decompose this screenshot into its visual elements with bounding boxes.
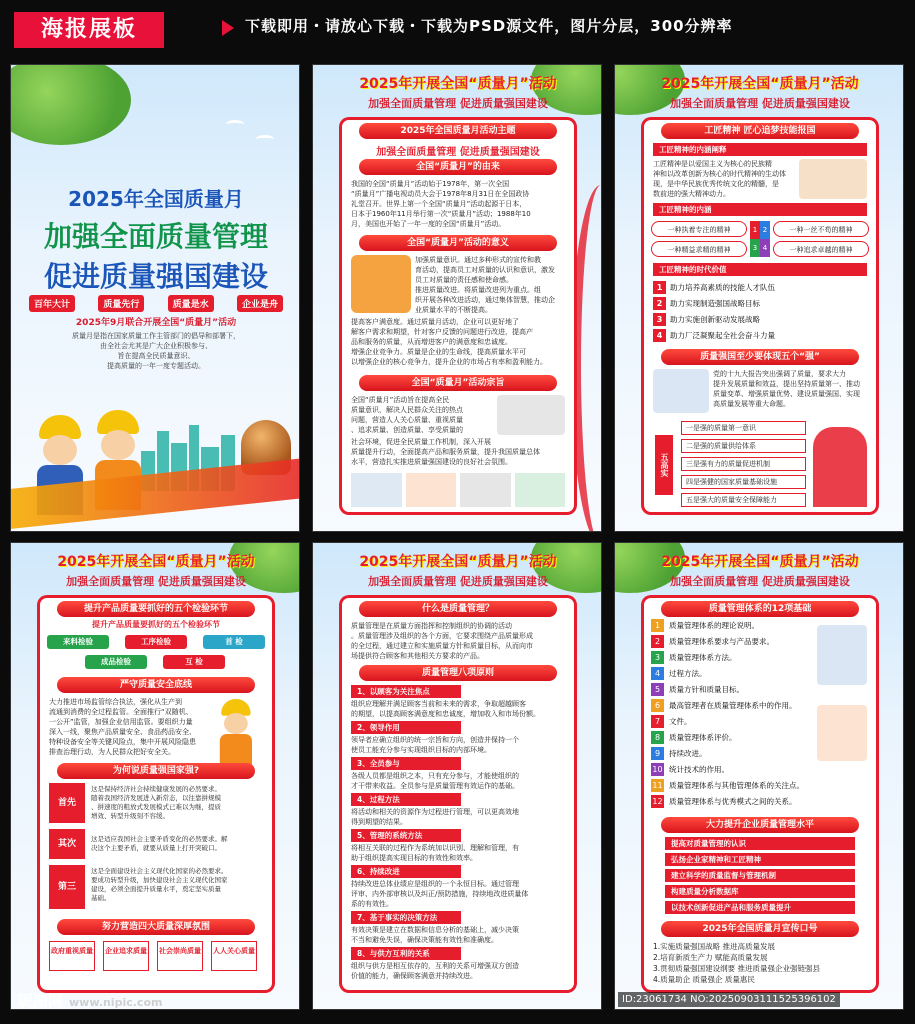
atmosphere-item: 社会崇尚质量 xyxy=(157,941,203,971)
section-header: 2025年全国质量月活动主题 xyxy=(359,123,557,139)
people-illustration xyxy=(653,369,709,413)
strong-item: 三是强有力的质量促进机制 xyxy=(681,457,806,471)
list-item: 1 质量管理体系的理论说明。 xyxy=(651,619,759,633)
chart-illustration xyxy=(817,705,867,761)
principle-title: 2、领导作用 xyxy=(351,721,461,734)
cover-tag: 企业是舟 xyxy=(237,295,283,312)
value-item: 4 助力厂泛凝聚起全社会奋斗力量 xyxy=(653,329,867,342)
poster-title: 2025年开展全国“质量月”活动 xyxy=(661,76,859,92)
spirit-item: 一种执着专注的精神 xyxy=(651,221,747,237)
section-header: 质量管理体系的12项基础 xyxy=(661,601,859,617)
strong-paragraph: 党的十九大报告突出强调了质量，要求大力 提升发展质量和效益，提出坚持质量第一、推动 质量变革、增强质量优势、建设质量强国、实现 高质量发展等重大命题。 xyxy=(713,370,860,408)
reason-label: 首先 xyxy=(49,783,85,823)
theme-text: 加强全面质量管理 促进质量强国建设 xyxy=(376,147,540,158)
cover-tag: 质量先行 xyxy=(98,295,144,312)
list-item: 3 质量管理体系方法。 xyxy=(651,651,737,665)
section-header: 质量管理八项原则 xyxy=(359,665,557,681)
sub-header: 工匠精神的时代价值 xyxy=(653,263,867,276)
strong-item: 四是强健的国家质量基础设施 xyxy=(681,475,806,489)
principle-title: 5、管理的系统方法 xyxy=(351,829,461,842)
spirit-item: 一种精益求精的精神 xyxy=(651,241,747,257)
purpose-paragraph-2: 社会环境，促进全民质量工作机制，深入开展 质量提升行动，全面提高产品和服务质量，提升我国质量总体 水平，营造扎实推进质量强国建设的良好社会氛围。 xyxy=(351,438,540,466)
list-item: 11 质量管理体系与其他管理体系的关注点。 xyxy=(652,781,804,790)
content-card xyxy=(339,117,577,515)
dove-icon xyxy=(226,120,244,128)
principle-title: 4、过程方法 xyxy=(351,793,461,806)
poster-title: 2025年开展全国“质量月”活动 xyxy=(359,76,557,92)
poster-principles[interactable] xyxy=(312,542,602,1010)
reason-label: 第三 xyxy=(49,865,85,909)
inspection-subtitle: 提升产品质量要抓好的五个检验环节 xyxy=(92,620,220,629)
atmosphere-item: 人人关心质量 xyxy=(211,941,257,971)
principle-text: 将活动和相关的资源作为过程进行管理，可以更高效地 得到期望的结果。 xyxy=(351,808,519,826)
reason-text: 这是保持经济社会持续健康发展的必然要求。 随着我国经济发展进入新常态，以往靠拼规模 、拼速度的粗放式发展模式已难以为继，提质 增效、转型升级刻不容缓。 xyxy=(91,785,221,820)
list-item: 5 质量方针和质量目标。 xyxy=(651,683,744,697)
craftsman-paragraph: 工匠精神是以爱国主义为核心的民族精 神和以改革创新为核心的时代精神的生动体 现，是中华民族优秀传统文化的精髓，是 数前进的强大精神动力。 xyxy=(653,160,786,198)
section-header: 为何说质量强国家强? xyxy=(57,763,255,779)
spirit-quadrant-icon: 1 2 3 4 xyxy=(750,221,770,257)
cover-date: 2025年9月联合开展全国“质量月”活动 xyxy=(75,318,237,328)
check-step: 首 检 xyxy=(203,635,265,649)
origin-paragraph: 我国的全国“质量月”活动始于1978年，第一次全国 “质量月”广播电视动员大会于1978年8月31日在全国政协 礼堂召开。世界上第一个全国“质量月”活动起源于日本， 日本于1960年11月举行第一次“质量月”活动；1988年10 月，美国也开始了一年一度的全国“质量月”活动。 xyxy=(351,180,531,228)
list-item: 2 质量管理体系要求与产品要求。 xyxy=(651,635,774,649)
list-item: 12 质量管理体系与优秀模式之间的关系。 xyxy=(652,797,797,806)
list-item: 10 统计技术的作用。 xyxy=(652,765,729,774)
poster-subtitle: 加强全面质量管理 促进质量强国建设 xyxy=(670,97,850,110)
list-item: 7 文件。 xyxy=(651,715,692,729)
tree-icon xyxy=(10,64,131,145)
arrow-icon xyxy=(222,20,234,36)
poster-title: 2025年开展全国“质量月”活动 xyxy=(57,554,255,570)
worker-illustration xyxy=(217,699,255,769)
list-item: 6 最高管理者在质量管理体系中的作用。 xyxy=(651,699,797,713)
strong-item: 二是强的质量供给体系 xyxy=(681,439,806,453)
cover-description: 质量月是指在国家质量工作主管部门的倡导和部署下， 由全社会尤其是广大企业积极参与、 旨在提高全民质量意识、 提高质量的一年一度专题活动。 xyxy=(72,332,240,370)
poster-inspection[interactable] xyxy=(10,542,300,1010)
poster-craftsman[interactable] xyxy=(614,64,904,532)
level-item: 建立科学的质量监督与管理机制 xyxy=(665,869,855,882)
principle-text: 将相互关联的过程作为系统加以识别、理解和管理，有 助于组织提高实现目标的有效性和效率。 xyxy=(351,844,519,862)
value-item: 1 助力培养高素质的技能人才队伍 xyxy=(653,281,867,294)
section-header: 提升产品质量要抓好的五个检验环节 xyxy=(57,601,255,617)
section-header: 努力营造四大质量深厚氛围 xyxy=(57,919,255,935)
principle-text: 领导者应确立组织的统一宗旨和方向，创造并保持一个 使员工能充分参与实现组织目标的内部环境。 xyxy=(351,736,519,754)
strong-item: 一是强的质量第一意识 xyxy=(681,421,806,435)
content-card xyxy=(641,595,879,993)
principle-text: 有效决策是建立在数据和信息分析的基础上，减少决策 不当和避免失误，确保决策能有效性和准确度。 xyxy=(351,926,519,944)
content-card xyxy=(339,595,577,993)
section-header: 严守质量安全底线 xyxy=(57,677,255,693)
spirit-item: 一种追求卓越的精神 xyxy=(773,241,869,257)
poster-title: 2025年开展全国“质量月”活动 xyxy=(661,554,859,570)
sub-header: 工匠精神的内涵阐释 xyxy=(653,143,867,156)
principle-title: 1、以顾客为关注焦点 xyxy=(351,685,461,698)
check-step: 成品检验 xyxy=(85,655,147,669)
cover-tag: 质量是水 xyxy=(168,295,214,312)
section-header: 全国“质量月”的由来 xyxy=(359,159,557,175)
section-header: 质量强国至少要体现五个“强” xyxy=(661,349,859,365)
content-card xyxy=(37,595,275,993)
check-step: 工序检验 xyxy=(125,635,187,649)
check-step: 来料检验 xyxy=(47,635,109,649)
section-header: 全国“质量月”活动宗旨 xyxy=(359,375,557,391)
atmosphere-item: 企业追求质量 xyxy=(103,941,149,971)
builder-illustration xyxy=(817,625,867,685)
workers-illustration xyxy=(351,255,411,313)
poster-activity[interactable] xyxy=(312,64,602,532)
top-banner xyxy=(0,0,915,58)
check-step: 互 检 xyxy=(163,655,225,669)
content-card xyxy=(641,117,879,515)
cover-line-2: 促进质量强国建设 xyxy=(43,260,268,293)
meaning-paragraph-2: 提高客户满意度。通过质量月活动，企业可以更好地了 解客户需求和期望，针对客户反馈的问题进行改进，提高产 品和服务的质量，从而增进客户的满意度和忠诚度。 增强企业竞争力。质量是企业的生命线，提高质量水平可 以增强企业的核心竞争力，提升企业的市场占有率和盈利能力。 xyxy=(351,318,547,366)
list-item: 4 过程方法。 xyxy=(651,667,707,681)
level-item: 提高对质量管理的认识 xyxy=(665,837,855,850)
principle-text: 持续改进总体业绩应是组织的一个永恒目标。通过管理 评审、内外部审核以及纠正/预防措施，持续地改进质量体 系的有效性。 xyxy=(351,880,529,908)
poster-system[interactable] xyxy=(614,542,904,1010)
poster-subtitle: 加强全面质量管理 促进质量强国建设 xyxy=(368,97,548,110)
cover-tag: 百年大计 xyxy=(29,295,75,312)
cover-tags xyxy=(29,295,283,312)
value-item: 3 助力实施创新驱动发展战略 xyxy=(653,313,867,326)
reason-text: 这是全面建设社会主义现代化国家的必然要求。 要成功转型升级，加快建设社会主义现代化国家 建设，必须全面提升质量水平，奠定坚实质量 基础。 xyxy=(91,867,228,902)
spirit-item: 一种一丝不苟的精神 xyxy=(773,221,869,237)
atmosphere-item: 政府重视质量 xyxy=(49,941,95,971)
level-item: 弘扬企业家精神和工匠精神 xyxy=(665,853,855,866)
poster-subtitle: 加强全面质量管理 促进质量强国建设 xyxy=(368,575,548,588)
poster-subtitle: 加强全面质量管理 促进质量强国建设 xyxy=(66,575,246,588)
section-header: 什么是质量管理？ xyxy=(359,601,557,617)
craftsman-illustration xyxy=(799,159,867,199)
value-item: 2 助力实现制造强国战略目标 xyxy=(653,297,867,310)
principle-title: 7、基于事实的决策方法 xyxy=(351,911,461,924)
meaning-paragraph: 加强质量意识。通过多种形式的宣传和教 育活动，提高员工对质量的认识和意识，激发 员工对质量的责任感和使命感。 推进质量改进。将质量改进列为重点。组 织开展各种改进活动，通过集体智慧，推动企 业质量水平的不断提高。 xyxy=(415,256,555,314)
purpose-paragraph: 全国“质量月”活动旨在提高全民 质量意识，解决人民群众关注的热点 问题，营造人人关心质量、重视质量 、追求质量、创造质量、享受质量的 xyxy=(351,396,463,434)
section-header: 工匠精神 匠心追梦技能报国 xyxy=(661,123,859,139)
scale-illustration xyxy=(497,395,565,435)
list-item: 8 质量管理体系评价。 xyxy=(651,731,737,745)
cover-line-1: 加强全面质量管理 xyxy=(43,220,268,253)
section-header: 2025年全国质量月宣传口号 xyxy=(661,921,859,937)
principle-title: 8、与供方互利的关系 xyxy=(351,947,461,960)
image-id: ID:23061734 NO:20250903111525396102 xyxy=(618,992,840,1007)
poster-subtitle: 加强全面质量管理 促进质量强国建设 xyxy=(670,575,850,588)
section-header: 全国“质量月”活动的意义 xyxy=(359,235,557,251)
principle-text: 各级人员都是组织之本，只有充分参与，才能使组织的 才干带来收益。全员参与是质量管理有效运作的基础。 xyxy=(351,772,519,790)
reason-text: 这是适应我国社会主要矛盾变化的必然要求。解 决这个主要矛盾，就要从质量上打开突破口。 xyxy=(91,835,228,852)
illustration-strip xyxy=(351,473,565,507)
slogan-list: 1.实施质量强国战略 推进高质量发展 2.培育新质生产力 赋能高质量发展 3.贯彻质量强国建设纲要 推进质量强企业强链强县 4.质量助企 质量强企 质量惠民 xyxy=(653,942,821,984)
sub-header: 工匠精神的内涵 xyxy=(653,203,867,216)
poster-cover[interactable] xyxy=(10,64,300,532)
principle-title: 3、全员参与 xyxy=(351,757,461,770)
watermark-logo: 昵图网 www.nipic.com xyxy=(18,992,163,1010)
poster-title: 2025年开展全国“质量月”活动 xyxy=(359,554,557,570)
safety-paragraph: 大力推进市场监管综合执法，强化从生产到 流通到消费的全过程监管。全面推行“双随机、 一公开”监管，加强企业信用监管。要组织力量 深入一线，聚焦产品质量安全、食品药品安全、 特种设备安全等关键风险点，集中开展风险隐患 排查治理行动，为人民群众把好安全关。 xyxy=(49,698,196,756)
qm-paragraph: 质量管理是在质量方面指挥和控制组织的协调的活动 。质量管理涉及组织的各个方面，它要求围绕产品质量形成 的全过程，通过建立和实施质量方针和质量目标，从而向市 场提供符合顾客和其他相关方要求的产品。 xyxy=(351,622,533,660)
strong-item: 五是强大的质量安全保障能力 xyxy=(681,493,806,507)
five-strong-label: 五高实 xyxy=(655,435,673,495)
principle-title: 6、持续改进 xyxy=(351,865,461,878)
level-item: 构建质量分析数据库 xyxy=(665,885,855,898)
principle-text: 组织与供方是相互依存的，互利的关系可增强双方创造 价值的能力，确保顾客满意并持续改进。 xyxy=(351,962,519,980)
cover-year: 2025年全国质量月 xyxy=(68,187,244,211)
list-item: 9 持续改进。 xyxy=(651,747,707,761)
reason-label: 其次 xyxy=(49,829,85,859)
dove-icon xyxy=(256,135,274,143)
silhouette-illustration xyxy=(813,427,867,507)
principle-text: 组织应理解并满足顾客当前和未来的需求，争取超越顾客 的期望，以提高顾客满意度和忠诚度，增加收入和市场份额。 xyxy=(351,700,540,718)
download-notice: 下载即用・请放心下载・下载为PSD源文件，图片分层，300分辨率 xyxy=(245,17,733,35)
section-header: 大力提升企业质量管理水平 xyxy=(661,817,859,833)
level-item: 以技术创新促进产品和服务质量提升 xyxy=(665,901,855,914)
poster-board-badge: 海报展板 xyxy=(14,12,164,48)
